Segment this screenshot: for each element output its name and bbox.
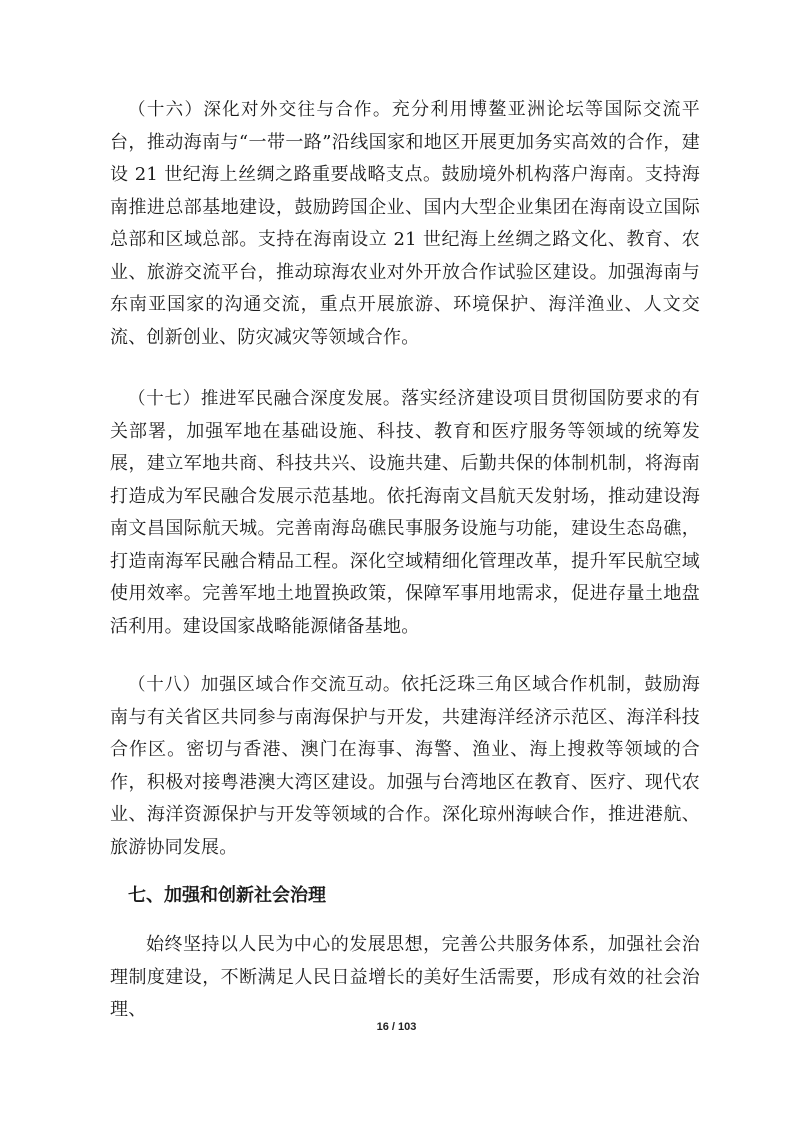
section-heading: 七、加强和创新社会治理: [128, 885, 326, 906]
paragraph-text: 依托泛珠三角区域合作机制，鼓励海南与有关省区共同参与南海保护与开发，共建海洋经济示范区、海洋科技合作区。密切与香港、澳门在海事、海警、渔业、海上搜救等领域的合作，积极对接粤港澳大湾区建设。加强与台湾地区在教育、医疗、现代农业、海洋资源保护与开发等领域的合作。深化琼州海峡合作，推进港航、旅游协同发展。: [110, 674, 701, 858]
paragraph-seventeen: [110, 383, 700, 643]
paragraph-lead: （十七）推进军民融合深度发展。: [128, 389, 402, 409]
section-paragraph: 始终坚持以人民为中心的发展思想，完善公共服务体系，加强社会治理制度建设，不断满足人民日益增长的美好生活需要，形成有效的社会治理、: [110, 934, 700, 1020]
paragraph-sixteen: [110, 94, 700, 354]
paragraph-text: 落实经济建设项目贯彻国防要求的有关部署，加强军地在基础设施、科技、教育和医疗服务等领域的统筹发展，建立军地共商、科技共兴、设施共建、后勤共保的体制机制，将海南打造成为军民融合发展示范基地。依托海南文昌航天发射场，推动建设海南文昌国际航天城。完善南海岛礁民事服务设施与功能，建设生态岛礁，打造南海军民融合精品工程。深化空域精细化管理改革，提升军民航空域使用效率。完善军地土地置换政策，保障军事用地需求，促进存量土地盘活利用。建设国家战略能源储备基地。: [110, 388, 701, 637]
paragraph-text: 充分利用博鳌亚洲论坛等国际交流平台，推动海南与“一带一路”沿线国家和地区开展更加务实高效的合作，建设 21 世纪海上丝绸之路重要战略支点。鼓励境外机构落户海南。支持海南推进总部基地建设，鼓励跨国企业、国内大型企业集团在海南设立国际总部和区域总部。支持在海南设立 21 世纪海上丝绸之路文化、教育、农业、旅游交流平台，推动琼海农业对外开放合作试验区建设。加强海南与东南亚国家的沟通交流，重点开展旅游、环境保护、海洋渔业、人文交流、创新创业、防灾减灾等领域合作。: [110, 99, 700, 348]
paragraph-lead: （十六）深化对外交往与合作。: [128, 100, 392, 120]
page-number: 16 / 103: [376, 1021, 417, 1033]
paragraph-lead: （十八）加强区域合作交流互动。: [128, 675, 402, 695]
paragraph-eighteen: [110, 669, 700, 864]
